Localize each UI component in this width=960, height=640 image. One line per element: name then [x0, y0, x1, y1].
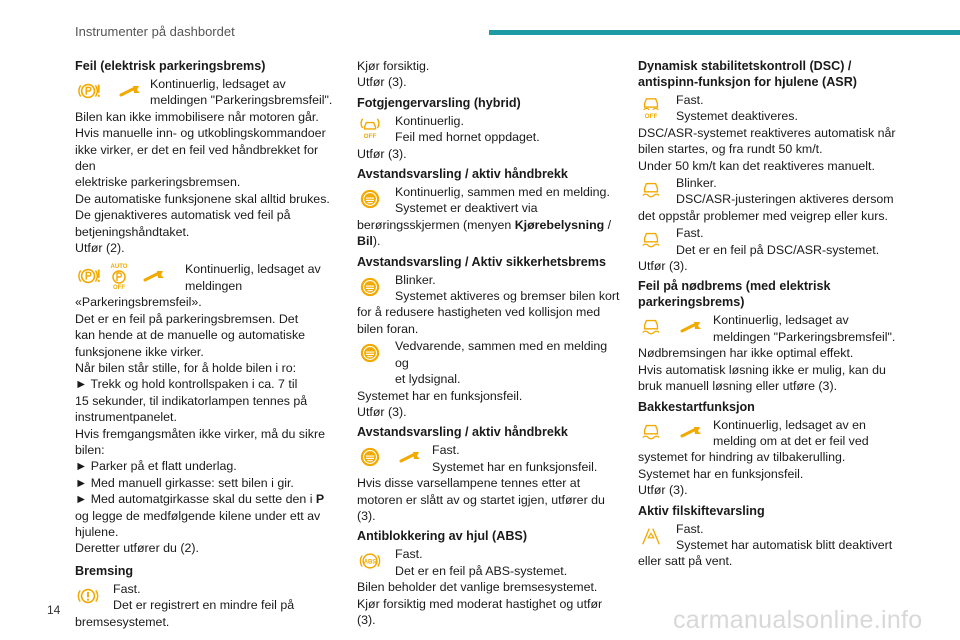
body-text: kan hende at de manuelle og automatiske	[75, 328, 306, 343]
status-line: et lydsignal.	[395, 372, 461, 387]
status-line: meldingen	[185, 278, 243, 293]
parking-brake-fault-icon	[77, 265, 101, 287]
status-line: Fast.	[432, 443, 460, 458]
body-text: Under 50 km/t kan det reaktiveres manuelt.	[638, 158, 875, 173]
title-line: parkeringsbrems)	[638, 295, 745, 310]
status-line: Fast.	[676, 521, 704, 536]
body-text	[357, 217, 623, 250]
icon-row	[357, 545, 623, 579]
wrench-icon	[119, 85, 143, 97]
section-hill-start	[638, 399, 904, 499]
status-line: DSC/ASR-justeringen aktiveres dersom	[676, 192, 894, 207]
status-line: Kontinuerlig, sammen med en melding.	[395, 185, 610, 200]
body-text: betjeningshåndtaket.	[75, 224, 190, 239]
body-text: Kjør forsiktig.	[357, 59, 430, 73]
body-text: Systemet har en funksjonsfeil.	[638, 466, 804, 481]
icon-row	[357, 337, 623, 387]
watermark: carmanualsonline.info	[673, 606, 923, 634]
dsc-icon	[640, 316, 662, 338]
section-emergency-brake-fault	[638, 278, 904, 394]
body-text: eller satt på vent.	[638, 554, 733, 569]
title-line: Feil på nødbrems (med elektrisk	[638, 279, 831, 294]
body-text-part: ► Med automatgirkasse skal du sette den i	[75, 492, 316, 507]
collision-alert-icon	[359, 342, 381, 364]
body-text: bilen:	[75, 442, 105, 457]
body-text: Hvis automatisk løsning ikke er mulig, kan du	[638, 362, 886, 377]
status-line: Systemet har en funksjonsfeil.	[432, 459, 598, 474]
section-title: Aktiv filskiftevarsling	[638, 503, 765, 518]
body-text: motoren er slått av og startet igjen, utfører du	[357, 492, 605, 507]
body-text: ► Parker på et flatt underlag.	[75, 459, 237, 474]
section-title: Feil (elektrisk parkeringsbrems)	[75, 59, 266, 73]
body-text: Utfør (3).	[638, 483, 688, 498]
status-line: melding om at det er feil ved	[713, 433, 869, 448]
page-number: 14	[47, 603, 61, 617]
body-text: elektriske parkeringsbremsen.	[75, 175, 241, 190]
body-text: bilen foran.	[357, 321, 419, 336]
section-distance-alert-safety-brake	[357, 254, 623, 421]
body-text: bruk manuell løsning eller utføre (3).	[638, 379, 838, 394]
body-text: ► Med manuell girkasse: sett bilen i gir.	[75, 475, 294, 490]
body-text: Hvis fremgangsmåten ikke virker, må du sikre	[75, 426, 325, 441]
section-title: Bakkestartfunksjon	[638, 399, 755, 414]
status-line: Systemet deaktiveres.	[676, 109, 798, 124]
off-label: OFF	[113, 285, 125, 291]
status-line: Kontinuerlig, ledsaget av	[713, 313, 849, 328]
body-text: Bilen kan ikke immobilisere når motoren går.	[75, 109, 319, 124]
body-text: ► Trekk og hold kontrollspaken i ca. 7 til	[75, 377, 298, 392]
icon-row	[638, 174, 904, 208]
abs-icon	[359, 550, 381, 572]
body-text: ikke virker, er det en feil ved håndbrekket for den	[75, 142, 319, 174]
icon-row	[357, 183, 623, 217]
lane-departure-icon	[640, 525, 662, 547]
body-text: «Parkeringsbremsfeil».	[75, 295, 202, 310]
status-line: Fast.	[676, 93, 704, 107]
body-text: instrumentpanelet.	[75, 410, 177, 425]
dsc-icon	[640, 229, 662, 251]
running-header: Instrumenter på dashbordet	[75, 24, 235, 39]
status-line: Systemet er deaktivert via	[395, 201, 538, 216]
body-text: Bilen beholder det vanlige bremsesystemet.	[357, 580, 598, 595]
section-title: Antiblokkering av hjul (ABS)	[357, 529, 528, 544]
column-3	[638, 58, 904, 574]
icon-row	[638, 416, 904, 450]
off-label: OFF	[644, 113, 658, 120]
body-text: Kjør forsiktig med moderat hastighet og utfør (3).	[357, 596, 603, 627]
parking-brake-fault-icon	[77, 80, 101, 102]
body-text: Utfør (3).	[638, 259, 688, 274]
status-line: Systemet har automatisk blitt deaktivert	[676, 537, 893, 552]
icon-row	[638, 520, 904, 554]
body-text: Systemet har en funksjonsfeil.	[357, 388, 523, 403]
section-title	[638, 278, 904, 310]
status-line: Fast.	[113, 581, 141, 596]
section-distance-alert-fault	[357, 424, 623, 524]
icon-row	[638, 224, 904, 258]
status-line: Kontinuerlig, ledsaget av	[150, 77, 286, 91]
status-line: Det er en feil på DSC/ASR-systemet.	[676, 242, 880, 257]
body-text: DSC/ASR-systemet reaktiveres automatisk når	[638, 125, 896, 140]
body-text: 15 sekunder, til indikatorlampen tennes på	[75, 393, 308, 408]
status-line: meldingen "Parkeringsbremsfeil".	[150, 93, 333, 108]
wrench-icon	[143, 270, 167, 282]
wrench-icon	[680, 321, 704, 333]
abs-label: ABS	[363, 559, 377, 566]
status-line: Kontinuerlig, ledsaget av en	[713, 417, 866, 432]
status-line: Fast.	[676, 226, 704, 241]
section-dsc-asr	[638, 58, 904, 274]
body-text: Utfør (3).	[357, 146, 407, 161]
menu-term: Kjørebelysning	[514, 217, 605, 232]
body-text: hjulene.	[75, 524, 119, 539]
body-text: De automatiske funksjonene skal alltid brukes.	[75, 191, 330, 206]
status-line: Det er en feil på ABS-systemet.	[395, 563, 568, 578]
wrench-icon	[399, 451, 423, 463]
pedestrian-alert-off-icon	[359, 115, 381, 141]
status-line: Feil med hornet oppdaget.	[395, 130, 540, 145]
section-continuation	[357, 58, 623, 91]
status-line: Vedvarende, sammen med en melding og	[395, 339, 608, 370]
icon-row	[357, 271, 623, 305]
body-text: bilen startes, og fra rundt 50 km/t.	[638, 142, 823, 157]
icon-row	[75, 260, 341, 294]
body-text: bremsesystemet.	[75, 614, 170, 629]
body-text: og legge de medfølgende kilene under ett av	[75, 508, 321, 523]
body-text: Hvis manuelle inn- og utkoblingskommandoer	[75, 126, 326, 141]
body-text: Det er en feil på parkeringsbremsen. Det	[75, 311, 299, 326]
title-line: Dynamisk stabilitetskontroll (DSC) /	[638, 59, 852, 73]
section-abs	[357, 528, 623, 628]
section-title: Fotgjengervarsling (hybrid)	[357, 95, 521, 110]
body-text: (3).	[357, 508, 376, 523]
status-line: Kontinuerlig.	[395, 113, 464, 128]
menu-term: Bil	[357, 234, 373, 249]
body-text-part: ).	[372, 234, 381, 249]
section-title: Bremsing	[75, 563, 134, 578]
auto-parking-off-icon	[107, 262, 131, 290]
collision-alert-icon	[359, 188, 381, 210]
section-braking	[75, 563, 341, 630]
section-title: Avstandsvarsling / aktiv håndbrekk	[357, 425, 568, 440]
section-pedestrian-alert	[357, 95, 623, 162]
status-line: Systemet aktiveres og bremser bilen kort	[395, 289, 620, 304]
status-line: meldingen "Parkeringsbremsfeil".	[713, 329, 896, 344]
brake-warning-icon	[77, 585, 99, 607]
body-text: systemet for hindring av tilbakerulling.	[638, 450, 846, 465]
status-line: Det er registrert en mindre feil på	[113, 598, 295, 613]
section-parking-brake-auto-fault	[75, 260, 341, 556]
title-line: antispinn-funksjon for hjulene (ASR)	[638, 75, 857, 89]
off-label: OFF	[363, 132, 377, 140]
auto-label: AUTO	[110, 264, 128, 271]
dsc-icon	[640, 421, 662, 443]
body-text: Deretter utfører du (2).	[75, 541, 199, 556]
column-1	[75, 58, 341, 634]
status-line: Fast.	[395, 547, 423, 562]
body-text: funksjonene ikke virker.	[75, 344, 204, 359]
bold-term: P	[315, 492, 325, 507]
body-text: Utfør (2).	[75, 241, 125, 256]
body-text-part: berøringsskjermen (menyen	[357, 217, 515, 232]
icon-row	[357, 441, 623, 475]
body-text: Når bilen står stille, for å holde bilen i ro:	[75, 360, 297, 375]
icon-row	[75, 75, 341, 109]
dsc-off-icon	[640, 94, 662, 120]
body-text: Nødbremsingen har ikke optimal effekt.	[638, 346, 854, 361]
icon-row	[357, 112, 623, 146]
body-text: det oppstår problemer med veigrep eller kurs.	[638, 208, 888, 223]
icon-row	[75, 580, 341, 614]
body-text: for å redusere hastigheten ved kollisjon med	[357, 305, 601, 320]
body-text: Utfør (3).	[357, 75, 407, 90]
body-text: Hvis disse varsellampene tennes etter at	[357, 476, 581, 491]
collision-alert-icon	[359, 276, 381, 298]
wrench-icon	[680, 426, 704, 438]
column-2	[357, 58, 623, 632]
icon-row	[638, 91, 904, 125]
section-electric-parking-brake-fault	[75, 58, 341, 256]
status-line: Blinker.	[676, 176, 717, 191]
body-text: Utfør (3).	[357, 404, 407, 419]
icon-row	[638, 311, 904, 345]
dsc-icon	[640, 179, 662, 201]
section-title: Avstandsvarsling / Aktiv sikkerhetsbrems	[357, 254, 606, 269]
section-distance-alert-handbrake	[357, 166, 623, 250]
collision-alert-icon	[359, 446, 381, 468]
body-text	[75, 491, 341, 507]
section-title: Avstandsvarsling / aktiv håndbrekk	[357, 167, 568, 182]
status-line: Blinker.	[395, 272, 436, 287]
section-lane-change-warning	[638, 503, 904, 570]
status-line: Kontinuerlig, ledsaget av	[185, 262, 321, 277]
header-accent-bar	[489, 30, 960, 35]
section-title	[638, 58, 904, 90]
body-text-part: /	[604, 217, 612, 232]
body-text: De gjenaktiveres automatisk ved feil på	[75, 208, 291, 223]
